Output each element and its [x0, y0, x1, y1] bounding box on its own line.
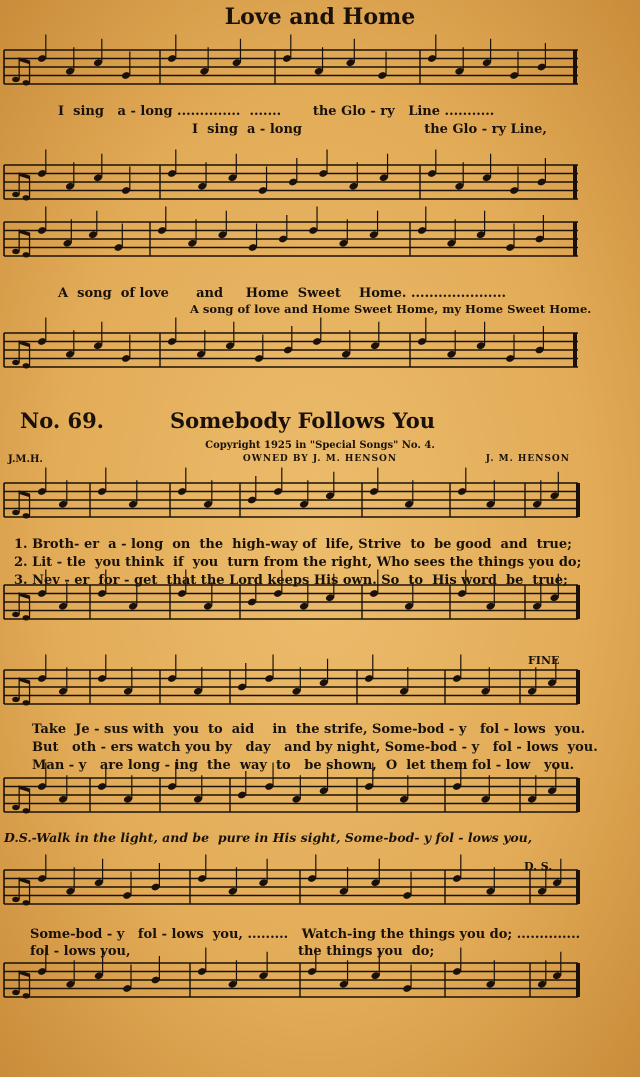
clef-icon: ♫: [6, 779, 37, 819]
chorus-line: Take Je - sus with you to aid in the strife, Some-bod - y fol - lows you.: [32, 722, 585, 737]
chorus-line: Man - y are long - ing the way to be shown, O let them fol - low you.: [32, 758, 575, 773]
lyric-line: fol - lows you, the things you do;: [30, 944, 435, 959]
lyric-line: A song of love and Home Sweet Home. .....................: [58, 286, 507, 301]
clef-icon: ♫: [6, 223, 37, 263]
hymn-number: No. 69.: [20, 408, 104, 433]
clef-icon: ♫: [6, 484, 37, 524]
lyric-line: I sing a - long .............. ....... the Glo - ry Line ...........: [58, 104, 495, 119]
lyric-line: I sing a - long the Glo - ry Line,: [192, 122, 547, 137]
ownership-notice: OWNED BY J. M. HENSON: [242, 454, 398, 464]
clef-icon: ♫: [6, 964, 37, 1004]
hymn-title-somebody-follows-you: Somebody Follows You: [170, 408, 436, 433]
copyright-notice: Copyright 1925 in "Special Songs" No. 4.: [205, 440, 435, 451]
chorus-line: But oth - ers watch you by day and by night, Some-bod - y fol - lows you.: [32, 740, 598, 755]
ds-marking: D. S.: [524, 860, 553, 873]
lyric-line: A song of love and Home Sweet Home, my Home Sweet Home.: [190, 302, 592, 316]
ds-instruction-line: D.S.-Walk in the light, and be pure in His sight, Some-bod- y fol - lows you,: [4, 830, 533, 845]
composer-credit: J. M. HENSON: [485, 454, 570, 464]
hymn-title-love-and-home: Love and Home: [224, 4, 416, 30]
verse-line: 1. Broth- er a - long on the high-way of life, Strive to be good and true;: [14, 537, 572, 552]
verse-line: 3. Nev - er for - get that the Lord keeps His own. So to His word be true;: [14, 573, 568, 588]
clef-icon: ♫: [6, 334, 37, 374]
verse-line: 2. Lit - tle you think if you turn from the right, Who sees the things you do;: [14, 555, 582, 570]
clef-icon: ♫: [6, 871, 37, 911]
clef-icon: ♫: [6, 586, 37, 626]
clef-icon: ♫: [6, 671, 37, 711]
fine-marking: FINE: [528, 654, 560, 667]
lyric-line: Some-bod - y fol - lows you, ......... Watch-ing the things you do; ..............: [30, 927, 581, 942]
lyricist-credit: J.M.H.: [8, 454, 43, 465]
clef-icon: ♫: [6, 51, 37, 91]
clef-icon: ♫: [6, 166, 37, 206]
